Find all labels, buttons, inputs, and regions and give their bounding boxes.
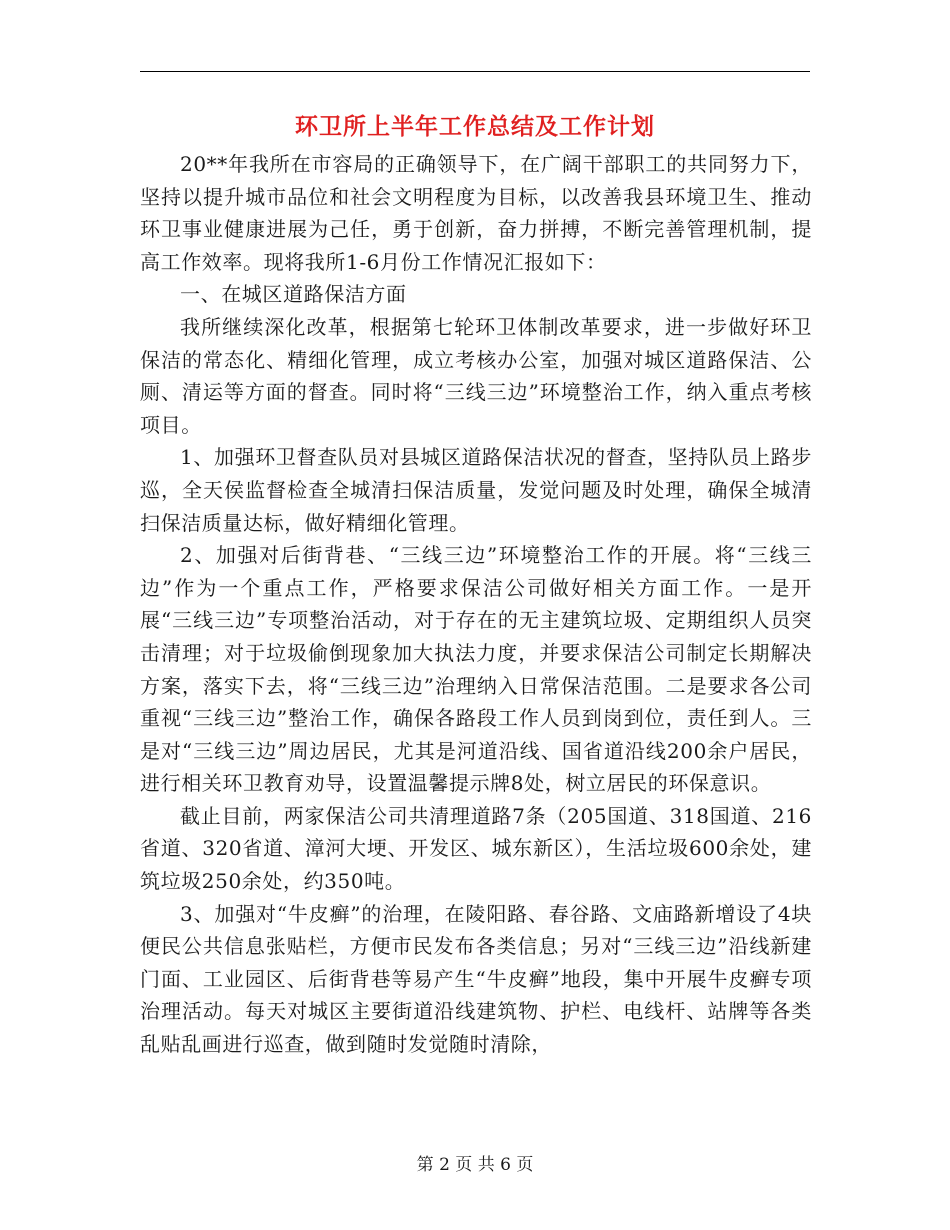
body-paragraph: 截止目前，两家保洁公司共清理道路7条（205国道、318国道、216省道、320省道、漳河大埂、开发区、城东新区），生活垃圾600余处，建筑垃圾250余处，约350吨。: [140, 803, 812, 894]
document-title: 环卫所上半年工作总结及工作计划: [295, 113, 655, 140]
page-label-prefix: 第: [416, 1155, 434, 1175]
page-label-middle: 页 共: [455, 1155, 495, 1175]
body-paragraph: 3、加强对“牛皮癣”的治理，在陵阳路、春谷路、文庙路新增设了4块便民公共信息张贴栏，方便市民发布各类信息；另对“三线三边”沿线新建门面、工业园区、后街背巷等易产生“牛皮癣”地段，集中开展牛皮癣专项治理活动。每天对城区主要街道沿线建筑物、护栏、电线杆、站牌等各类乱贴乱画进行巡查，做到随时发觉随时清除，: [140, 901, 812, 1057]
total-pages-number: 6: [500, 1155, 511, 1175]
section-heading-road-cleaning: 一、在城区道路保洁方面: [180, 282, 407, 307]
page-footer: [0, 1153, 950, 1177]
header-rule: [140, 71, 810, 72]
body-paragraph: 2、加强对后街背巷、“三线三边”环境整治工作的开展。将“三线三边”作为一个重点工作，严格要求保洁公司做好相关方面工作。一是开展“三线三边”专项整治活动，对于存在的无主建筑垃圾、定期组织人员突击清理；对于垃圾偷倒现象加大执法力度，并要求保洁公司制定长期解决方案，落实下去，将“三线三边”治理纳入日常保洁范围。二是要求各公司重视“三线三边”整治工作，确保各路段工作人员到岗到位，责任到人。三是对“三线三边”周边居民，尤其是河道沿线、国省道沿线200余户居民，进行相关环卫教育劝导，设置温馨提示牌8处，树立居民的环保意识。: [140, 543, 812, 796]
body-paragraph: 1、加强环卫督查队员对县城区道路保洁状况的督查，坚持队员上路步巡，全天侯监督检查全城清扫保洁质量，发觉问题及时处理，确保全城清扫保洁质量达标，做好精细化管理。: [140, 445, 812, 535]
body-paragraph: 我所继续深化改革，根据第七轮环卫体制改革要求，进一步做好环卫保洁的常态化、精细化管理，成立考核办公室，加强对城区道路保洁、公厕、清运等方面的督查。同时将“三线三边”环境整治工作，纳入重点考核项目。: [140, 314, 812, 437]
document-body: [140, 148, 812, 1061]
intro-paragraph: 20**年我所在市容局的正确领导下，在广阔干部职工的共同努力下，坚持以提升城市品位和社会文明程度为目标，以改善我县环境卫生、推动环卫事业健康进展为己任，勇于创新，奋力拼搏，不断完善管理机制，提高工作效率。现将我所1-6月份工作情况汇报如下：: [140, 152, 812, 274]
current-page-number: 2: [439, 1155, 450, 1175]
page-label-suffix: 页: [516, 1155, 534, 1175]
